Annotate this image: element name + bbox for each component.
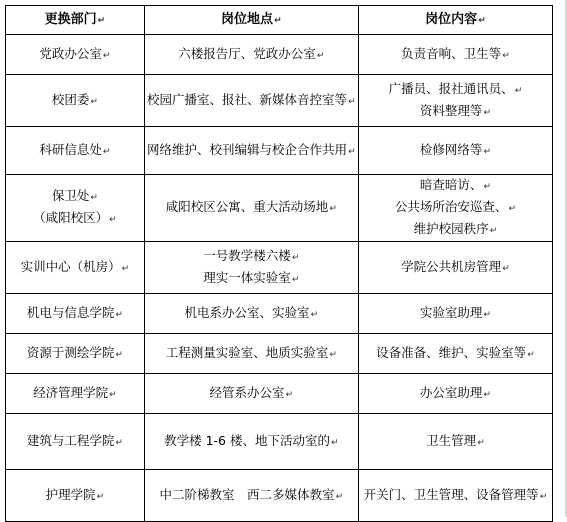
paragraph-mark-icon: ↵ (329, 349, 337, 360)
position-table (5, 5, 553, 522)
paragraph-mark-icon: ↵ (102, 50, 111, 61)
location-cell (144, 470, 358, 522)
cell-text: 教学楼 1-6 楼、地下活动室的 (164, 432, 330, 448)
cell-text-line (147, 383, 356, 405)
cell-text: 检修网络等 (419, 141, 483, 157)
cell-text: 六楼报告厅、党政办公室 (178, 45, 316, 61)
paragraph-mark-icon: ↵ (483, 107, 491, 118)
paragraph-mark-icon: ↵ (291, 274, 300, 285)
paragraph-mark-icon: ↵ (483, 309, 491, 320)
cell-text: 维护校园秩序 (413, 221, 489, 236)
cell-text: 党政办公室 (39, 45, 102, 61)
location-cell (144, 294, 358, 334)
paragraph-mark-icon: ↵ (329, 204, 337, 214)
paragraph-mark-icon: ↵ (109, 215, 117, 225)
content-cell (358, 242, 552, 294)
cell-text-line (361, 197, 550, 219)
paragraph-mark-icon: ↵ (121, 263, 130, 274)
cell-text: 经管系办公室 (209, 384, 285, 400)
cell-text: （咸阳校区） (33, 210, 109, 225)
paragraph-mark-icon: ↵ (502, 50, 510, 61)
cell-text: 校团委 (51, 91, 90, 107)
cell-text: 负责音响、卫生等 (401, 45, 502, 61)
paragraph-mark-icon: ↵ (97, 15, 106, 26)
cell-text-line (361, 303, 550, 325)
department-cell (6, 242, 145, 294)
table-row (6, 374, 553, 414)
paragraph-mark-icon: ↵ (502, 263, 510, 274)
table-row (6, 294, 553, 334)
header-row (6, 6, 553, 35)
cell-text-line (147, 44, 356, 66)
paragraph-mark-icon: ↵ (483, 146, 491, 157)
paragraph-mark-icon: ↵ (483, 182, 491, 192)
cell-text-line (8, 257, 142, 279)
cell-text: 学院公共机房管理 (401, 258, 502, 274)
cell-text-line (8, 44, 142, 66)
location-cell (144, 75, 358, 127)
cell-text-line (8, 140, 142, 162)
paragraph-mark-icon: ↵ (335, 491, 344, 502)
table-row (6, 35, 553, 75)
paragraph-mark-icon: ↵ (274, 15, 282, 26)
cell-text-line (361, 219, 550, 241)
cell-text-line (8, 90, 142, 112)
cell-text: 校园广播室、报社、新媒体音控室等 (147, 91, 348, 107)
paragraph-mark-icon: ↵ (527, 349, 535, 360)
cell-text-line (147, 90, 356, 112)
table-row (6, 175, 553, 242)
cell-text-line (147, 343, 356, 365)
paragraph-mark-icon: ↵ (514, 85, 523, 96)
cell-text: 机电系办公室、实验室 (184, 304, 310, 320)
paragraph-mark-icon: ↵ (115, 437, 123, 448)
paragraph-mark-icon: ↵ (348, 146, 356, 157)
location-cell (144, 334, 358, 374)
paragraph-mark-icon: ↵ (102, 146, 111, 157)
cell-text: 网络维护、校刊编辑与校企合作共用 (147, 141, 348, 157)
cell-text: 科研信息处 (39, 141, 102, 157)
cell-text-line (361, 175, 550, 197)
cell-text: 广播员、报社通讯员、 (388, 80, 514, 96)
paragraph-mark-icon: ↵ (539, 491, 548, 502)
paragraph-mark-icon: ↵ (348, 96, 356, 107)
header-location: 岗位地点↵ (144, 6, 358, 35)
cell-text-line (8, 343, 142, 365)
cell-text-line (361, 343, 550, 365)
table-row (6, 75, 553, 127)
cell-text: 实训中心（机房） (20, 258, 121, 274)
department-cell (6, 75, 145, 127)
department-cell (6, 334, 145, 374)
header-department: 更换部门↵ (6, 6, 145, 35)
cell-text: 办公室助理 (419, 384, 483, 400)
paragraph-mark-icon: ↵ (115, 349, 123, 360)
cell-text-line (8, 303, 142, 325)
paragraph-mark-icon: ↵ (109, 389, 117, 400)
cell-text-line (8, 383, 142, 405)
cell-text: 经济管理学院 (33, 384, 109, 400)
table-row (6, 127, 553, 175)
cell-text-line (361, 101, 550, 123)
cell-text: 开关门、卫生管理、设备管理等 (363, 486, 539, 502)
content-cell (358, 75, 552, 127)
content-cell (358, 334, 552, 374)
cell-text-line (8, 186, 142, 208)
department-cell (6, 175, 145, 242)
location-cell (144, 242, 358, 294)
table-row (6, 334, 553, 374)
content-cell (358, 294, 552, 334)
cell-text: 咸阳校区公寓、重大活动场地 (165, 199, 329, 214)
department-cell (6, 374, 145, 414)
paragraph-mark-icon: ↵ (477, 437, 485, 448)
content-cell (358, 470, 552, 522)
table-row (6, 470, 553, 522)
paragraph-mark-icon: ↵ (478, 15, 486, 26)
cell-text: 暗查暗访、 (419, 177, 483, 192)
cell-text: 一号教学楼六楼 (203, 247, 291, 263)
paragraph-mark-icon: ↵ (508, 204, 516, 214)
cell-text-line (147, 431, 356, 453)
cell-text: 护理学院 (45, 486, 96, 502)
cell-text-line (361, 140, 550, 162)
location-cell (144, 127, 358, 175)
cell-text: 公共场所治安巡查、 (394, 199, 508, 214)
content-cell (358, 414, 552, 470)
cell-text: 中二阶梯教室 西二多媒体教室 (159, 486, 335, 502)
header-content: 岗位内容↵ (358, 6, 552, 35)
cell-text-line (361, 485, 550, 507)
cell-text-line (8, 208, 142, 230)
paragraph-mark-icon: ↵ (483, 389, 491, 400)
paragraph-mark-icon: ↵ (285, 389, 294, 400)
cell-text: 资源于测绘学院 (26, 344, 115, 360)
department-cell (6, 294, 145, 334)
paragraph-mark-icon: ↵ (115, 309, 123, 320)
cell-text-line (8, 485, 142, 507)
paragraph-mark-icon: ↵ (90, 96, 98, 107)
cell-text: 机电与信息学院 (26, 304, 115, 320)
department-cell (6, 35, 145, 75)
cell-text-line (147, 485, 356, 507)
cell-text-line (147, 140, 356, 162)
paragraph-mark-icon: ↵ (90, 193, 98, 203)
paragraph-mark-icon: ↵ (316, 50, 325, 61)
paragraph-mark-icon: ↵ (331, 437, 339, 448)
location-cell (144, 374, 358, 414)
location-cell (144, 414, 358, 470)
location-cell (144, 35, 358, 75)
cell-text: 保卫处 (51, 188, 90, 203)
content-cell (358, 127, 552, 175)
cell-text-line (147, 268, 356, 290)
cell-text-line (147, 197, 356, 219)
cell-text-line (361, 79, 550, 101)
cell-text: 理实一体实验室 (203, 269, 291, 285)
paragraph-mark-icon: ↵ (489, 226, 498, 236)
cell-text-line (361, 431, 550, 453)
cell-text: 工程测量实验室、地质实验室 (165, 344, 329, 360)
table-row (6, 414, 553, 470)
paragraph-mark-icon: ↵ (291, 252, 300, 263)
paragraph-mark-icon: ↵ (96, 491, 105, 502)
location-cell (144, 175, 358, 242)
cell-text-line (361, 383, 550, 405)
cell-text-line (8, 431, 142, 453)
cell-text: 实验室助理 (419, 304, 483, 320)
department-cell (6, 414, 145, 470)
cell-text-line (361, 44, 550, 66)
department-cell (6, 470, 145, 522)
cell-text-line (147, 246, 356, 268)
cell-text: 设备准备、维护、实验室等 (376, 344, 527, 360)
department-cell (6, 127, 145, 175)
paragraph-mark-icon: ↵ (310, 309, 319, 320)
cell-text-line (361, 257, 550, 279)
content-cell (358, 35, 552, 75)
cell-text: 资料整理等 (419, 102, 483, 118)
cell-text: 建筑与工程学院 (26, 432, 115, 448)
content-cell (358, 175, 552, 242)
content-cell (358, 374, 552, 414)
cell-text-line (147, 303, 356, 325)
cell-text: 卫生管理 (426, 432, 477, 448)
table-row (6, 242, 553, 294)
